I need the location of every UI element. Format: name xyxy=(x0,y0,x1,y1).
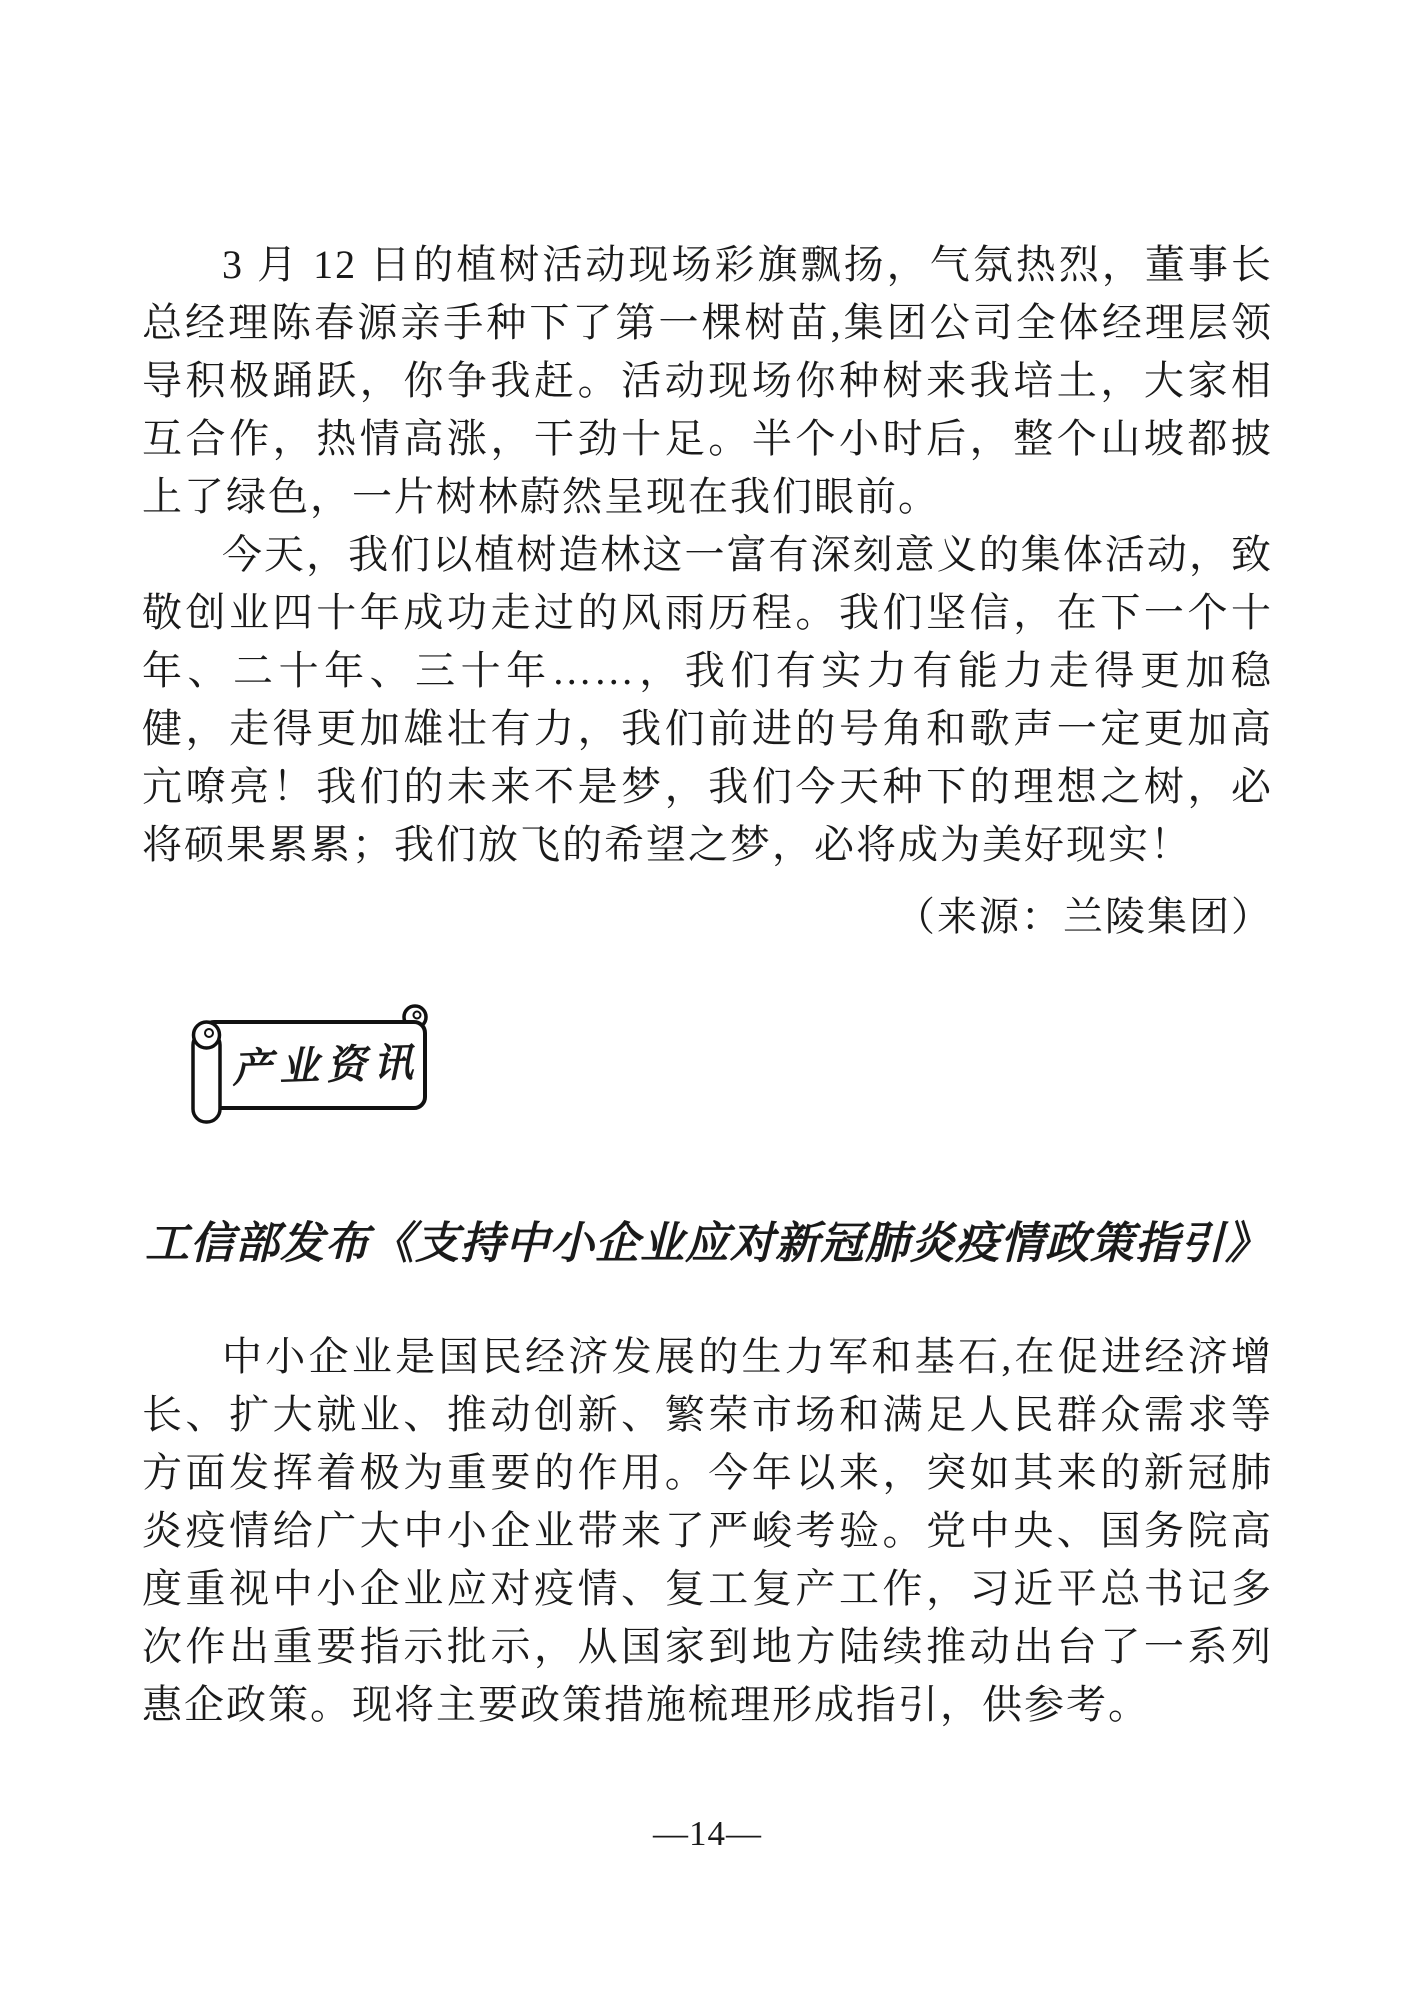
article1-paragraph-1: 3 月 12 日的植树活动现场彩旗飘扬，气氛热烈，董事长总经理陈春源亲手种下了第一棵树苗,集团公司全体经理层领导积极踊跃，你争我赶。活动现场你种树来我培土，大家相互合作，热情高涨，干劲十足。半个小时后，整个山坡都披上了绿色，一片树林蔚然呈现在我们眼前。 xyxy=(142,242,1273,519)
section-banner xyxy=(187,1002,439,1130)
page-number: —14— xyxy=(653,1814,762,1853)
article2-paragraph-1: 中小企业是国民经济发展的生力军和基石,在促进经济增长、扩大就业、推动创新、繁荣市场和满足人民群众需求等方面发挥着极为重要的作用。今年以来，突如其来的新冠肺炎疫情给广大中小企业带来了严峻考验。党中央、国务院高度重视中小企业应对疫情、复工复产工作，习近平总书记多次作出重要指示批示，从国家到地方陆续推动出台了一系列惠企政策。现将主要政策措施梳理形成指引，供参考。 xyxy=(142,1334,1273,1727)
article1-source-attribution: （来源：兰陵集团） xyxy=(895,894,1273,939)
article1-paragraph-2: 今天，我们以植树造林这一富有深刻意义的集体活动，致敬创业四十年成功走过的风雨历程。我们坚信，在下一个十年、二十年、三十年……，我们有实力有能力走得更加稳健，走得更加雄壮有力，我们前进的号角和歌声一定更加高亢嘹亮！我们的未来不是梦，我们今天种下的理想之树，必将硕果累累；我们放飞的希望之梦，必将成为美好现实！ xyxy=(142,532,1273,867)
article2-title: 工信部发布《支持中小企业应对新冠肺炎疫情政策指引》 xyxy=(145,1219,1270,1268)
section-banner-label: 产业资讯 xyxy=(231,1039,421,1092)
